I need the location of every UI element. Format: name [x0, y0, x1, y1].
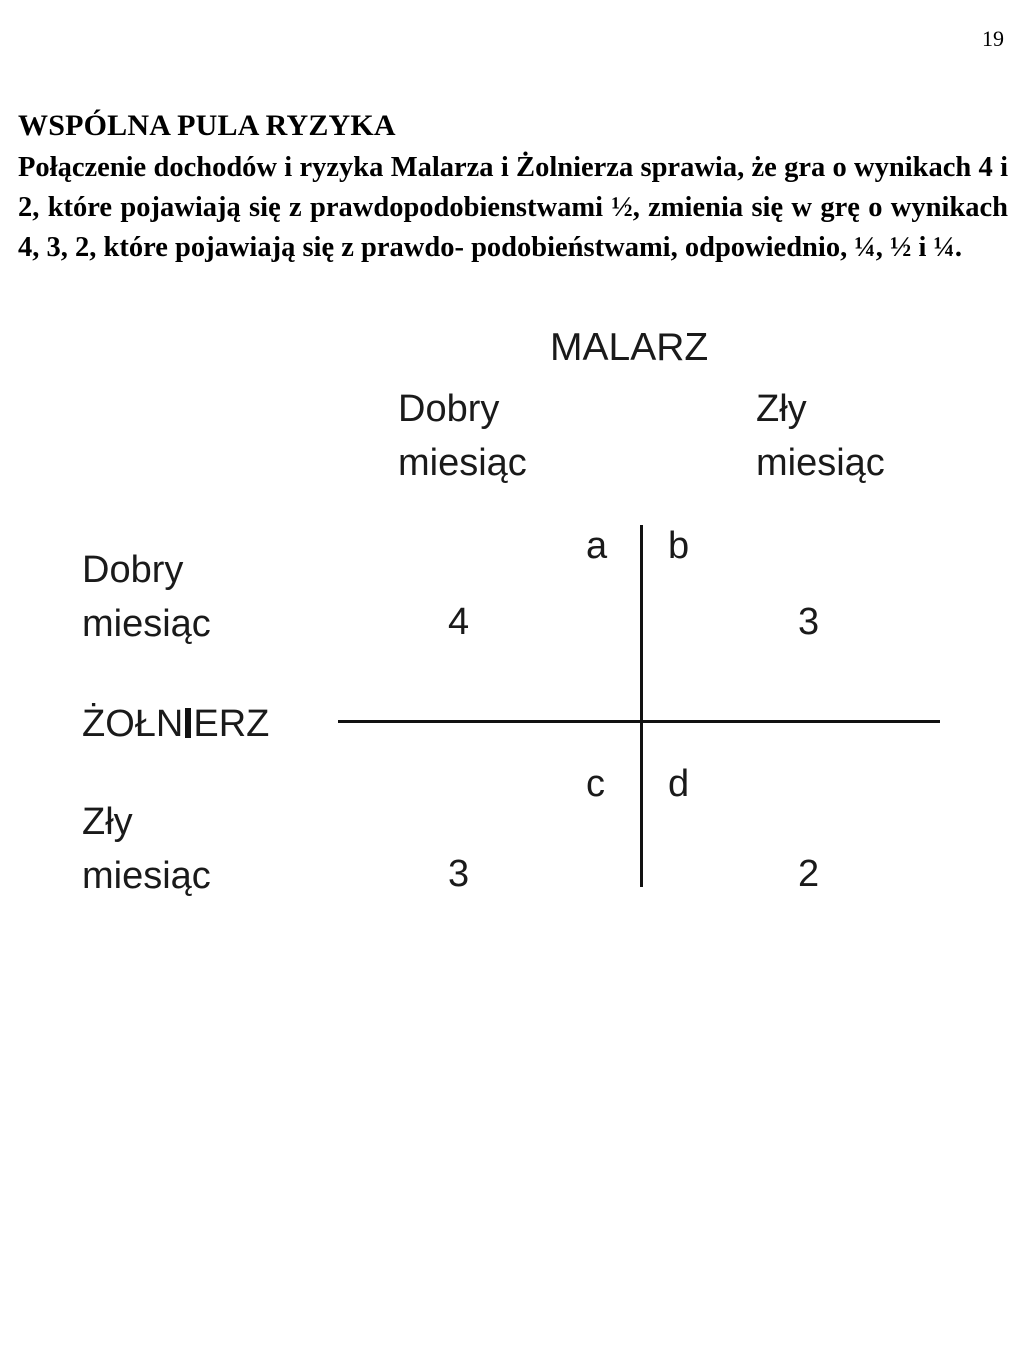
cell-a-letter: a	[586, 525, 608, 567]
row-label-bad-line1: Zły	[82, 801, 133, 843]
row-label-good-month	[82, 543, 211, 651]
row-label-bad-month	[82, 795, 211, 903]
body-paragraph: Połączenie dochodów i ryzyka Malarza i Żolnierza sprawia, że gra o wynikach 4 i 2, które pojawiają się z prawdopodobienstwami ½, zmienia się w grę o wynikach 4, 3, 2, które pojawiają się z prawdo- podobieństwami, odpowiednio, ¼, ½ i ¼.	[18, 152, 1008, 263]
cell-c-value: 3	[448, 853, 470, 895]
row-header-zolnierz	[82, 698, 269, 750]
column-label-bad-line2: miesiąc	[756, 442, 885, 484]
row-header-suffix: ERZ	[193, 703, 270, 745]
column-header-malarz: MALARZ	[550, 326, 709, 369]
section-heading: WSPÓLNA PULA RYZYKA	[18, 109, 396, 142]
cell-d-value: 2	[798, 853, 820, 895]
column-label-good-line2: miesiąc	[398, 442, 527, 484]
cell-a-value: 4	[448, 601, 470, 643]
row-label-good-line2: miesiąc	[82, 603, 211, 645]
row-label-good-line1: Dobry	[82, 549, 184, 591]
cell-c-letter: c	[586, 763, 605, 805]
row-header-bar-glyph	[185, 708, 191, 738]
row-header-prefix: ŻOŁN	[82, 703, 184, 745]
row-label-bad-line2: miesiąc	[82, 855, 211, 897]
column-label-good-month	[398, 382, 527, 490]
cell-b-value: 3	[798, 601, 820, 643]
horizontal-divider	[338, 720, 940, 723]
page-number: 19	[982, 26, 1004, 51]
cell-b-letter: b	[668, 525, 690, 567]
column-label-good-line1: Dobry	[398, 388, 500, 430]
column-label-bad-line1: Zły	[756, 388, 807, 430]
vertical-divider	[640, 525, 643, 887]
column-label-bad-month	[756, 382, 885, 490]
cell-d-letter: d	[668, 763, 690, 805]
